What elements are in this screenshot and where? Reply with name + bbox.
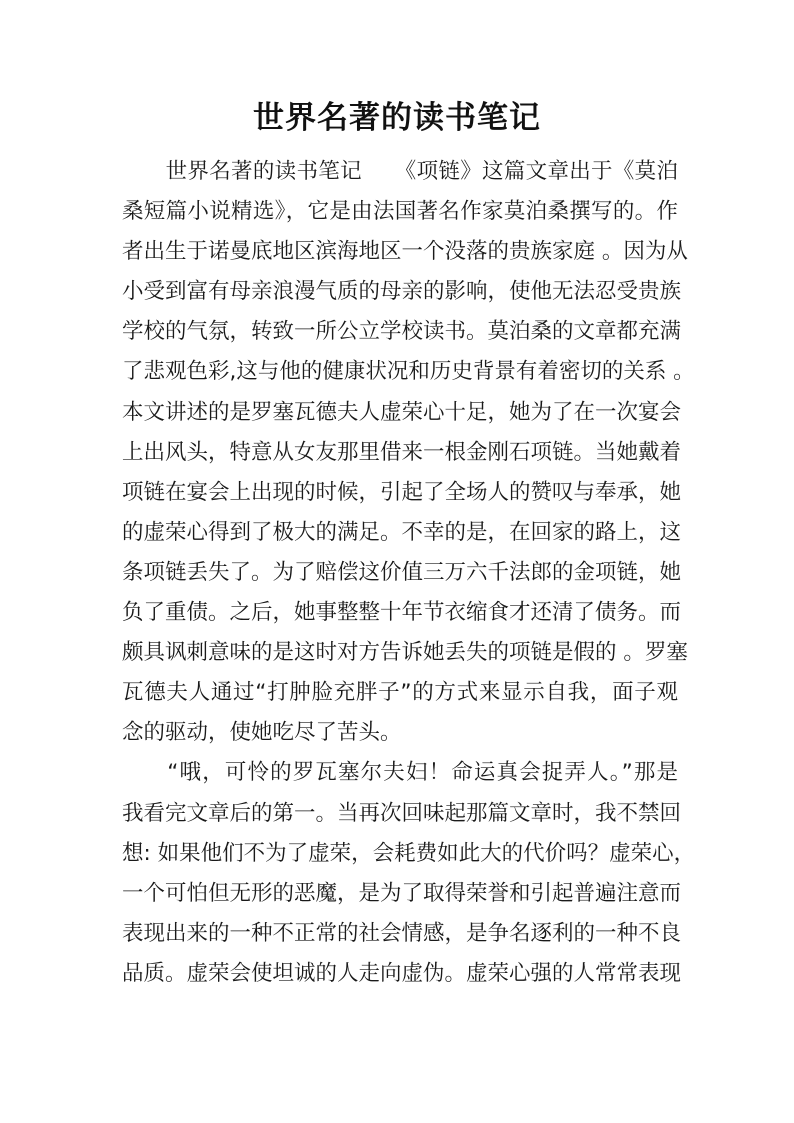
body-line: 世界名著的读书笔记 《项链》这篇文章出于《莫泊 <box>122 159 678 184</box>
body-line: 表现出来的一种不正常的社会情感，是争名逐利的一种不良 <box>122 920 682 946</box>
body-line: 一个可怕但无形的恶魔，是为了取得荣誉和引起普遍注意而 <box>122 880 682 906</box>
body-line: 颇具讽刺意味的是这时对方告诉她丢失的项链是假的 。罗塞 <box>122 640 688 666</box>
body-line: 我看完文章后的第一。当再次回味起那篇文章时，我不禁回 <box>122 800 682 826</box>
body-line: “哦，可怜的罗瓦塞尔夫妇！命运真会捉弄人。”那是 <box>122 760 678 786</box>
body-line: 桑短篇小说精选》，它是由法国著名作家莫泊桑撰写的。作 <box>122 199 678 225</box>
document-body <box>122 152 696 994</box>
paragraph-end-line: 念的驱动，使她吃尽了苦头。 <box>122 720 402 746</box>
body-line: 瓦德夫人通过“打肿脸充胖子”的方式来显示自我，面子观 <box>122 680 678 706</box>
body-line: 者出生于诺曼底地区滨海地区一个没落的贵族家庭 。因为从 <box>122 239 688 265</box>
body-line: 项链在宴会上出现的时候，引起了全场人的赞叹与奉承，她 <box>122 479 682 505</box>
body-line: 的虚荣心得到了极大的满足。不幸的是，在回家的路上，这 <box>122 519 682 545</box>
body-line: 品质。虚荣会使坦诚的人走向虚伪。虚荣心强的人常常表现 <box>122 960 682 986</box>
body-line: 上出风头，特意从女友那里借来一根金刚石项链。当她戴着 <box>122 439 682 465</box>
body-line: 小受到富有母亲浪漫气质的母亲的影响，使他无法忍受贵族 <box>122 279 682 305</box>
document-title: 世界名著的读书笔记 <box>253 100 541 136</box>
body-line: 想: 如果他们不为了虚荣，会耗费如此大的代价吗？虚荣心， <box>122 840 696 866</box>
body-line: 学校的气氛，转致一所公立学校读书。莫泊桑的文章都充满 <box>122 319 682 345</box>
body-line: 了悲观色彩,这与他的健康状况和历史背景有着密切的关系 。 <box>122 359 695 385</box>
body-line: 条项链丢失了。为了赔偿这价值三万六千法郎的金项链，她 <box>122 559 682 585</box>
body-line: 负了重债。之后，她事整整十年节衣缩食才还清了债务。而 <box>122 600 682 626</box>
body-line: 本文讲述的是罗塞瓦德夫人虚荣心十足，她为了在一次宴会 <box>122 399 682 425</box>
